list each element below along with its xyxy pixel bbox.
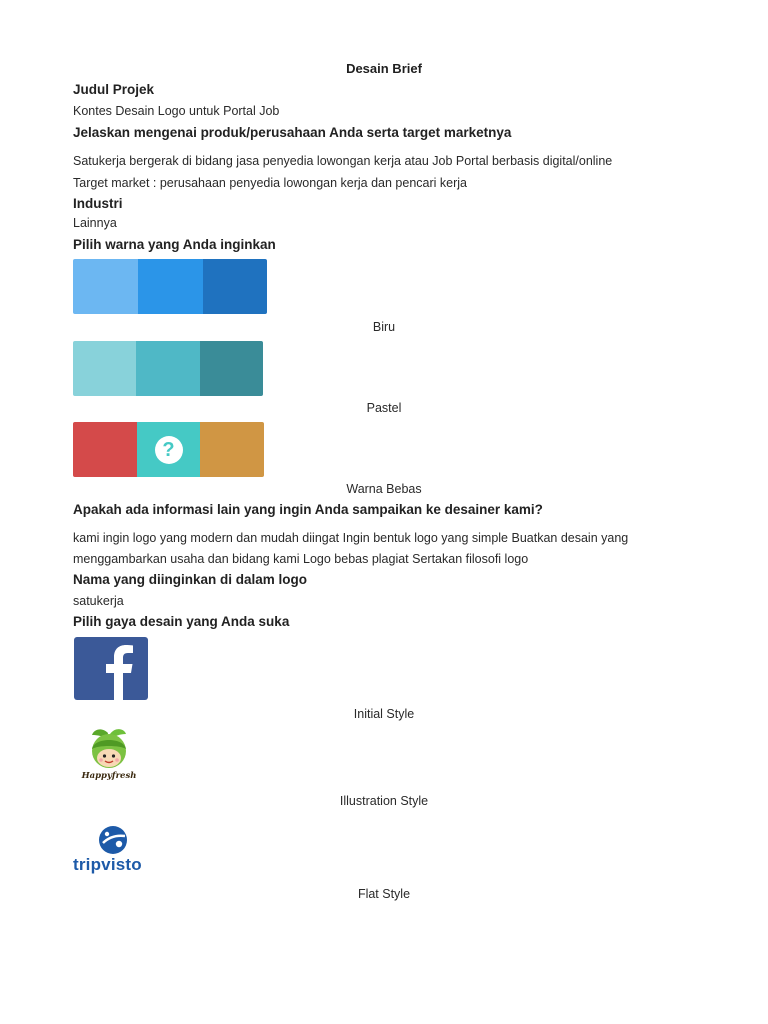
palette-label-pastel: Pastel: [366, 401, 402, 415]
style-label-flat: Flat Style: [357, 887, 411, 901]
palette-label-warna-bebas: Warna Bebas: [346, 482, 422, 496]
palette-pastel: [73, 341, 263, 396]
project-value: Kontes Desain Logo untuk Portal Job: [73, 104, 280, 118]
swatch: [73, 341, 136, 396]
happyfresh-logo-icon: [80, 727, 138, 789]
colors-heading: Pilih warna yang Anda inginkan: [73, 237, 276, 252]
swatch: [137, 422, 200, 477]
swatch: [200, 341, 263, 396]
facebook-logo-icon: [74, 637, 148, 700]
info-heading: Apakah ada informasi lain yang ingin Anda sampaikan ke desainer kami?: [73, 502, 543, 517]
tripvisto-wordmark: tripvisto: [73, 855, 142, 874]
info-line-1: kami ingin logo yang modern dan mudah diingat Ingin bentuk logo yang simple Buatkan desain yang: [73, 531, 629, 545]
palette-biru: [73, 259, 267, 314]
tripvisto-logo-icon: [73, 825, 155, 877]
product-heading: Jelaskan mengenai produk/perusahaan Anda serta target marketnya: [73, 125, 512, 140]
style-label-illustration: Illustration Style: [339, 794, 429, 808]
palette-label-biru: Biru: [372, 320, 396, 334]
document-title: Desain Brief: [346, 61, 422, 76]
project-heading: Judul Projek: [73, 82, 155, 97]
swatch: [200, 422, 264, 477]
swatch: [203, 259, 267, 314]
logo-name-heading: Nama yang diinginkan di dalam logo: [73, 572, 308, 587]
logo-name-value: satukerja: [73, 594, 124, 608]
swatch: [73, 259, 138, 314]
product-description: Satukerja bergerak di bidang jasa penyedia lowongan kerja atau Job Portal berbasis digital/online: [73, 154, 613, 168]
question-mark-icon: ?: [155, 436, 183, 464]
industry-heading: Industri: [73, 196, 123, 211]
swatch: [136, 341, 200, 396]
styles-heading: Pilih gaya desain yang Anda suka: [73, 614, 290, 629]
palette-warna-bebas: [73, 422, 264, 477]
target-market: Target market : perusahaan penyedia lowongan kerja dan pencari kerja: [73, 176, 467, 190]
industry-value: Lainnya: [73, 216, 117, 230]
happyfresh-wordmark: Happyfresh: [81, 771, 137, 781]
style-label-initial: Initial Style: [353, 707, 415, 721]
info-line-2: menggambarkan usaha dan bidang kami Logo bebas plagiat Sertakan filosofi logo: [73, 552, 529, 566]
swatch: [138, 259, 203, 314]
swatch: [73, 422, 137, 477]
